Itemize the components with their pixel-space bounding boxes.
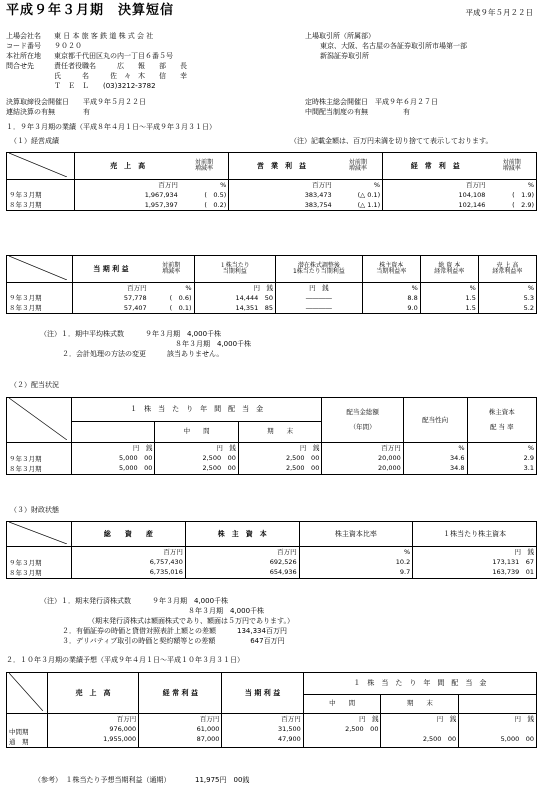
unit-yen: 円 銭	[514, 548, 534, 557]
unit-p: %	[527, 284, 534, 293]
cell-ros	[478, 283, 536, 314]
board-meeting: 決算取締役会開催日 平成９年５月２２日	[6, 98, 146, 106]
value-contact-tel: Ｔ Ｅ Ｌ (03)3212-3782	[54, 82, 156, 90]
cell-payout	[403, 443, 467, 475]
exchange-line-2: 新潟証券取引所	[320, 52, 369, 60]
cell-annual	[71, 443, 154, 475]
sales-chg-fy97: ( 0.5)	[204, 191, 227, 200]
op-fy97: 383,473	[304, 191, 332, 200]
ros-fy96: 5.2	[523, 304, 534, 313]
unit-p: %	[220, 181, 227, 190]
col-f-div: １ 株 当 た り 年 間 配 当 金	[303, 673, 536, 695]
f-ord-full: 87,000	[196, 735, 220, 744]
cell-sales	[75, 180, 180, 211]
exchange-label: 上場取引所（所属部）	[305, 32, 375, 40]
unit-p: %	[411, 284, 418, 293]
cell-bps	[413, 547, 537, 579]
col-equity-ratio: 株主資本比率	[299, 522, 413, 547]
f-total-div: 5,000 00	[500, 735, 534, 744]
results-table	[6, 152, 537, 211]
cell-assets	[71, 547, 185, 579]
unit-m: 百万円	[465, 181, 486, 190]
cell-eps	[194, 283, 276, 314]
chg-label: 対前期 増減率	[195, 159, 214, 173]
ratio-fy96: 3.1	[523, 464, 534, 473]
note-3e: ３．デリバティブ取引の時価と契約額等との差額 647百万円	[62, 637, 285, 645]
row-labels	[7, 283, 73, 314]
corner-cell	[7, 522, 72, 547]
section1-sub: （１）経営成績	[10, 137, 59, 145]
row-label-full: 通 期	[9, 738, 29, 747]
chg-label: 対前期 増減率	[348, 159, 367, 173]
row-label-fy97: ９年３月期	[9, 455, 42, 464]
unit-m: 百万円	[127, 284, 147, 293]
net-income-table	[6, 255, 537, 314]
col-annual-div: １ 株 当 た り 年 間 配 当 金	[71, 398, 321, 422]
note-3b: ８年３月期 4,000千株	[188, 607, 265, 615]
col-net-income: 当 期 利 益	[73, 256, 149, 283]
unit-yen: 円 銭	[436, 715, 457, 724]
cell-final	[238, 443, 321, 475]
cell-f-final	[381, 714, 459, 748]
unit-p: %	[404, 548, 411, 557]
ratio-fy97: 10.2	[395, 558, 411, 567]
unit-m: 百万円	[277, 548, 297, 557]
report-date: 平成９年５月２２日	[465, 8, 533, 17]
section1-title: １．９年３月期の業績（平成８年４月１日〜平成９年３月３１日）	[6, 123, 216, 131]
annual-spacer	[71, 421, 154, 443]
equity-fy97: 692,526	[269, 558, 297, 567]
col-bps: １株当たり株主資本	[413, 522, 537, 547]
final-fy97: 2,500 00	[285, 454, 320, 463]
total-fy96: 20,000	[378, 464, 401, 473]
assets-fy96: 6,735,016	[149, 568, 183, 577]
op-fy96: 383,754	[304, 201, 332, 210]
cell-ordinary-chg	[487, 180, 536, 211]
ratio-sub: 配 当 率	[489, 423, 514, 432]
col-f-net: 当 期 利 益	[222, 673, 303, 714]
eps-fy97: 14,444 50	[235, 294, 274, 303]
unit-m: 百万円	[116, 715, 137, 724]
op-chg-fy96: (△ 1.1)	[357, 201, 381, 210]
annual-fy97: 5,000 00	[119, 454, 153, 463]
col-div-ratio	[467, 398, 536, 443]
note-3a: （注）１．期末発行済株式数 ９年３月期 4,000千株	[40, 597, 229, 605]
row-label-interim: 中間期	[9, 728, 29, 737]
unit-p: %	[373, 181, 381, 190]
chg-label: 対前期 増減率	[502, 159, 521, 173]
cell-equity	[185, 547, 299, 579]
roa-fy96: 1.5	[465, 304, 476, 313]
cell-interim	[155, 443, 238, 475]
unit-yen: 円 銭	[358, 715, 379, 724]
annual-fy96: 5,000 00	[119, 464, 153, 473]
dil-fy97: ――――	[305, 294, 332, 303]
diagonal-line	[9, 673, 43, 711]
cell-f-total	[459, 714, 537, 748]
unit-p: %	[458, 444, 465, 453]
value-company: 東 日 本 旅 客 鉄 道 株 式 会 社	[54, 32, 154, 40]
unit-m: 百万円	[281, 715, 301, 724]
cell-f-ordinary	[139, 714, 222, 748]
unit-p: %	[469, 284, 476, 293]
corner-cell	[7, 398, 72, 443]
row-label-fy96: ８年３月期	[9, 465, 42, 474]
ord-fy96: 102,146	[458, 201, 486, 210]
diagonal-line	[9, 398, 67, 440]
diagonal-line	[9, 522, 67, 544]
unit-p: %	[527, 444, 534, 453]
cell-diluted	[276, 283, 363, 314]
total-div-label: 配当金総額	[346, 407, 379, 416]
col-diluted-eps: 潜在株式調整後 1株当たり当期利益	[276, 256, 363, 283]
cell-f-sales	[47, 714, 138, 748]
interim-fy97: 2,500 00	[202, 454, 236, 463]
note-1a: （注）１．期中平均株式数 ９年３月期 4,000千株	[40, 330, 222, 338]
roe-fy97: 8.8	[407, 294, 418, 303]
bps-fy97: 173,131 67	[492, 558, 534, 567]
f-sales-full: 1,955,000	[103, 735, 137, 744]
row-labels	[7, 547, 72, 579]
ord-chg-fy97: ( 1.9)	[512, 191, 534, 200]
note-3c: （期末発行済株式は額面株式であり、額面は５万円であります。）	[88, 617, 294, 625]
net-chg-fy97: ( 0.6)	[169, 294, 192, 303]
cell-ordinary	[383, 180, 488, 211]
col-f-sales: 売 上 高	[47, 673, 138, 714]
financial-table	[6, 521, 537, 579]
row-label-fy97: ９年３月期	[9, 191, 42, 200]
ord-fy97: 104,108	[458, 191, 486, 200]
roe-fy96: 9.0	[407, 304, 418, 313]
row-label-fy97: ９年３月期	[9, 559, 42, 568]
unit-yen: 円 銭	[309, 284, 329, 293]
unit-yen: 円 銭	[299, 444, 320, 453]
label-contact: 問合せ先	[6, 62, 34, 70]
f-sales-interim: 976,000	[109, 725, 137, 734]
corner-cell	[7, 153, 75, 180]
cell-sales-chg	[180, 180, 229, 211]
cell-net	[73, 283, 149, 314]
value-contact-name: 氏 名 佐 々 木 信 幸	[54, 72, 187, 80]
ord-chg-fy96: ( 2.9)	[512, 201, 534, 210]
diagonal-line	[9, 153, 67, 177]
unit-p: %	[185, 284, 192, 293]
interim-div-flag: 中間配当制度の有無 有	[305, 108, 410, 116]
unit-yen: 円 銭	[216, 444, 236, 453]
company-info	[6, 32, 187, 92]
total-div-sub: （年間）	[349, 423, 376, 432]
f-final-div: 2,500 00	[422, 735, 457, 744]
eps-fy96: 14,351 85	[235, 304, 274, 313]
col-eps: １株当たり 当期利益	[194, 256, 276, 283]
f-net-full: 47,900	[277, 735, 301, 744]
row-label-fy96: ８年３月期	[9, 569, 42, 578]
sales-fy97: 1,967,934	[144, 191, 178, 200]
row-label-fy96: ８年３月期	[9, 201, 42, 210]
unit-m: 百万円	[158, 181, 178, 190]
forecast-table	[6, 672, 537, 748]
value-contact-title: 責任者役職名 広 報 部 長	[54, 62, 187, 70]
final-fy96: 2,500 00	[285, 464, 320, 473]
col-sales-chg	[180, 153, 229, 180]
cell-equity-ratio	[299, 547, 413, 579]
col-interim: 中 間	[155, 421, 238, 443]
f-interim-div: 2,500 00	[345, 725, 379, 734]
sales-chg-fy96: ( 0.2)	[204, 201, 227, 210]
col-operating: 営 業 利 益	[229, 153, 334, 180]
unit-m: 百万円	[199, 715, 220, 724]
unit-m: 百万円	[312, 181, 332, 190]
dil-fy96: ――――	[305, 304, 332, 313]
label-empty	[6, 82, 54, 92]
row-label-fy96: ８年３月期	[9, 304, 42, 313]
col-equity: 株 主 資 本	[185, 522, 299, 547]
total-fy97: 20,000	[378, 454, 401, 463]
f-div-spacer	[459, 694, 537, 714]
cell-net-chg	[149, 283, 194, 314]
corner-cell	[7, 256, 73, 283]
interim-fy96: 2,500 00	[202, 464, 236, 473]
ratio-fy97: 2.9	[523, 454, 534, 463]
agm-date: 定時株主総会開催日 平成９年６月２７日	[305, 98, 438, 106]
cell-operating	[229, 180, 334, 211]
unit-m: 百万円	[163, 548, 183, 557]
page-title: 平成９年３月期 決算短信	[6, 3, 175, 18]
equity-fy96: 654,936	[269, 568, 297, 577]
note-3d: ２．有価証券の時価と貸借対照表計上額との差額 134,334百万円	[62, 627, 287, 635]
col-final: 期 末	[238, 421, 321, 443]
assets-fy97: 6,757,430	[149, 558, 183, 567]
label-empty	[6, 72, 54, 82]
row-labels	[7, 180, 75, 211]
section3-title: （３）財政状態	[10, 506, 59, 514]
label-address: 本社所在地	[6, 52, 41, 60]
cell-ratio	[467, 443, 536, 475]
f-net-interim: 31,500	[277, 725, 301, 734]
sales-fy96: 1,957,397	[144, 201, 178, 210]
cell-total	[322, 443, 403, 475]
ratio-fy96: 9.7	[399, 568, 411, 577]
col-ordinary: 経 常 利 益	[383, 153, 488, 180]
ratio-label: 株主資本	[488, 407, 515, 416]
exchange-line-1: 東京、大阪、名古屋の各証券取引所市場第一部	[320, 42, 467, 50]
col-f-final: 期 末	[381, 694, 459, 714]
consolidated-flag: 連結決算の有無 有	[6, 108, 90, 116]
cell-roa	[420, 283, 478, 314]
cell-f-interim	[303, 714, 381, 748]
unit-yen: 円 銭	[514, 715, 534, 724]
section4-title: ２．１０年３月期の業績予想（平成９年４月１日〜平成１０年３月３１日）	[6, 656, 244, 664]
col-ordinary-chg	[487, 153, 536, 180]
cell-operating-chg	[334, 180, 383, 211]
forecast-reference: （参考） １株当たり予想当期利益（通期） 11,975円 00銭	[34, 776, 250, 784]
note-1c: ２．会計処理の方法の変更 該当ありません。	[62, 350, 224, 358]
section1-note: （注）記載金額は、百万円未満を切り捨てて表示しております。	[290, 137, 493, 145]
corner-cell	[7, 673, 48, 714]
cell-roe	[362, 283, 420, 314]
col-f-interim: 中 間	[303, 694, 381, 714]
op-chg-fy97: (△ 0.1)	[357, 191, 381, 200]
unit-m: 百万円	[381, 444, 401, 453]
roa-fy97: 1.5	[465, 294, 476, 303]
label-code: コード番号	[6, 42, 41, 50]
f-ord-interim: 61,000	[196, 725, 220, 734]
payout-fy96: 34.8	[450, 464, 465, 473]
unit-yen: 円 銭	[132, 444, 153, 453]
col-sales: 売 上 高	[75, 153, 180, 180]
col-payout: 配当性向	[403, 398, 467, 443]
row-label-fy97: ９年３月期	[9, 294, 42, 303]
row-labels	[7, 714, 48, 748]
cell-f-net	[222, 714, 303, 748]
col-operating-chg	[334, 153, 383, 180]
row-labels	[7, 443, 72, 475]
bps-fy96: 163,739 01	[492, 568, 534, 577]
note-1b: ８年３月期 4,000千株	[175, 340, 252, 348]
value-code: ９０２０	[54, 42, 82, 50]
dividend-table	[6, 397, 537, 475]
label-company: 上場会社名	[6, 32, 41, 40]
net-chg-fy96: ( 0.1)	[169, 304, 192, 313]
col-total-div	[322, 398, 403, 443]
net-fy97: 57,778	[123, 294, 147, 303]
unit-yen: 円 銭	[253, 284, 274, 293]
col-assets: 総 資 産	[71, 522, 185, 547]
col-roe: 株主資本 当期利益率	[362, 256, 420, 283]
section2-title: （２）配当状況	[10, 381, 59, 389]
col-roa: 総 資 本 経常利益率	[420, 256, 478, 283]
diagonal-line	[9, 256, 67, 280]
unit-p: %	[527, 181, 534, 190]
col-f-ordinary: 経 常 利 益	[139, 673, 222, 714]
net-fy96: 57,407	[123, 304, 147, 313]
col-net-chg: 対前期 増減率	[149, 256, 194, 283]
ros-fy97: 5.3	[523, 294, 534, 303]
col-ros: 売 上 高 経常利益率	[478, 256, 536, 283]
payout-fy97: 34.6	[450, 454, 465, 463]
value-address: 東京都千代田区丸の内一丁目６番５号	[54, 52, 173, 60]
